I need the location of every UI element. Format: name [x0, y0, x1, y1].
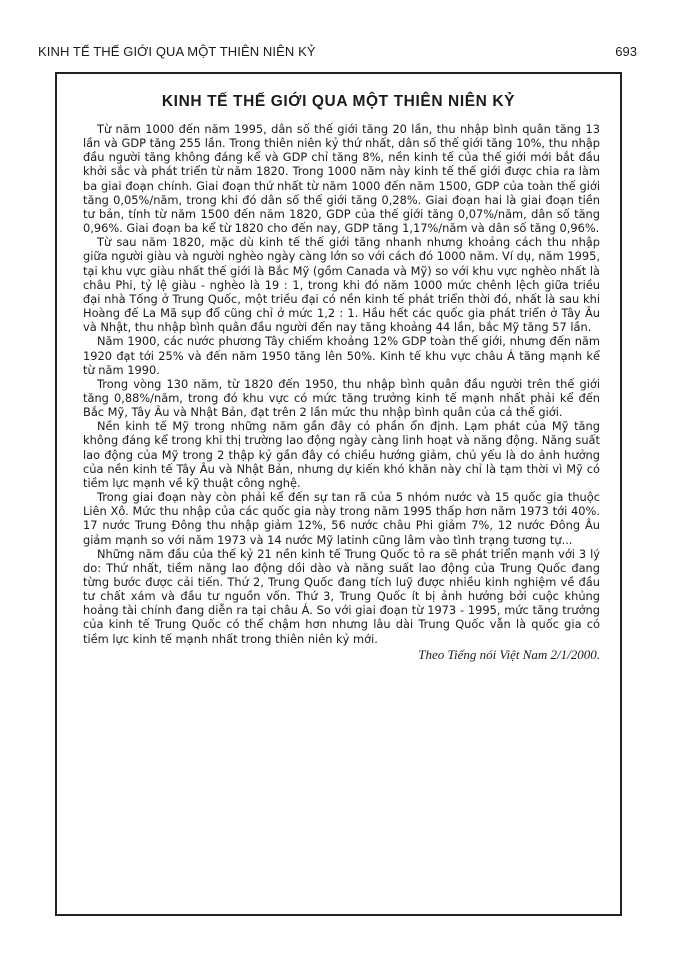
paragraph: Từ năm 1000 đến năm 1995, dân số thế giới tăng 20 lần, thu nhập bình quân tăng 13 lần và GDP tăng 255 lần. Trong thiên niên kỷ thứ nhất, dân số thế giới tăng 10%, thu nhập đầu người tăng không đáng kể và GDP chỉ tăng 8%, nền kinh tế của thế giới mới bắt đầu khởi sắc và phát triển từ năm 1820. Trong 1000 năm này kinh tế thế giới được chia ra làm ba giai đoạn chính. Giai đoạn thứ nhất từ năm 1000 đến năm 1500, GDP của toàn thế giới tăng 0,05%/năm, trong khi đó dân số thế giới tăng 0,28%. Giai đoạn hai là giai đoạn tiền tư bản, tính từ năm 1500 đến năm 1820, GDP của thế giới tăng 0,07%/năm, dân số tăng 0,96%. Giai đoạn ba kể từ 1820 cho đến nay, GDP tăng 1,17%/năm và dân số tăng 0,96%.: [83, 122, 600, 236]
page-number: 693: [615, 44, 637, 59]
paragraph: Trong vòng 130 năm, từ 1820 đến 1950, thu nhập bình quân đầu người trên thế giới tăng 0,88%/năm, trong đó khu vực có mức tăng trưởng kinh tế mạnh nhất phải kể đến Bắc Mỹ, Tây Âu và Nhật Bản, đạt trên 2 lần mức thu nhập bình quân của cả thế giới.: [83, 376, 600, 420]
article-title: KINH TẾ THẾ GIỚI QUA MỘT THIÊN NIÊN KỶ: [161, 93, 516, 110]
paragraph: Từ sau năm 1820, mặc dù kinh tế thế giới tăng nhanh nhưng khoảng cách thu nhập giữa người giàu và người nghèo ngày càng lớn so với cách đó 1000 năm. Ví dụ, năm 1995, tại khu vực giàu nhất thế giới là Bắc Mỹ (gồm Canada và Mỹ) so với khu vực nghèo nhất là châu Phi, tỷ lệ giàu - nghèo là 19 : 1, trong khi đó năm 1000 mức chênh lệch giữa triều đại nhà Tống ở Trung Quốc, một triều đại có nền kinh tế phát triển thời đó, nhất là sau khi Hoàng đế La Mã sụp đổ cũng chỉ ở mức 1,2 : 1. Hầu hết các quốc gia phát triển ở Tây Âu và Nhật, thu nhập bình quân đầu người đến nay tăng khoảng 44 lần, bắc Mỹ tăng 57 lần.: [83, 235, 600, 335]
article-body: [83, 122, 600, 662]
running-title: KINH TẾ THẾ GIỚI QUA MỘT THIÊN NIÊN KỶ: [38, 44, 316, 59]
paragraph: Trong giai đoạn này còn phải kể đến sự tan rã của 5 nhóm nước và 15 quốc gia thuộc Liên Xô. Mức thu nhập của các quốc gia này trong năm 1995 thấp hơn năm 1973 tới 40%. 17 nước Trung Đông thu nhập giảm 12%, 56 nước châu Phi giảm 7%, 12 nước Đông Âu giảm mạnh so với năm 1973 và 14 nước Mỹ latinh cũng lâm vào tình trạng tương tự...: [83, 490, 600, 547]
article-box: [55, 72, 622, 916]
paragraph: Năm 1900, các nước phương Tây chiếm khoảng 12% GDP toàn thế giới, nhưng đến năm 1920 đạt tới 25% và đến năm 1950 tăng lên 50%. Kinh tế khu vực châu Á tăng mạnh kể từ năm 1990.: [83, 334, 600, 377]
source-citation: Theo Tiếng nói Việt Nam 2/1/2000.: [418, 646, 600, 662]
paragraph: Những năm đầu của thế kỷ 21 nền kinh tế Trung Quốc tỏ ra sẽ phát triển mạnh với 3 lý do: Thứ nhất, tiềm năng lao động dồi dào và năng suất lao động của Trung Quốc đang từng bước được cải tiến. Thứ 2, Trung Quốc đang tích luỹ được nhiều kinh nghiệm về đầu tư chất xám và đầu tư nguồn vốn. Thứ 3, Trung Quốc ít bị ảnh hưởng bởi cuộc khủng hoảng tài chính đang diễn ra tại châu Á. So với giai đoạn từ 1973 - 1995, mức tăng trưởng của kinh tế Trung Quốc có thể chậm hơn nhưng lâu dài Trung Quốc vẫn là quốc gia có tiềm lực kinh tế mạnh nhất trong thiên niên kỷ mới.: [83, 546, 600, 646]
page-header: [38, 44, 645, 64]
paragraph: Nền kinh tế Mỹ trong những năm gần đây có phần ổn định. Lạm phát của Mỹ tăng không đáng kể trong khi thị trường lao động ngày càng linh hoạt và năng động. Năng suất lao động của Mỹ trong 2 thập kỷ gần đây có chiều hướng giảm, chủ yếu là do ảnh hưởng của nền kinh tế Tây Âu và Nhật Bản, nhưng dự kiến khó khăn này chỉ là tạm thời vì Mỹ có tiềm lực mạnh về kỹ thuật công nghệ.: [83, 419, 600, 490]
